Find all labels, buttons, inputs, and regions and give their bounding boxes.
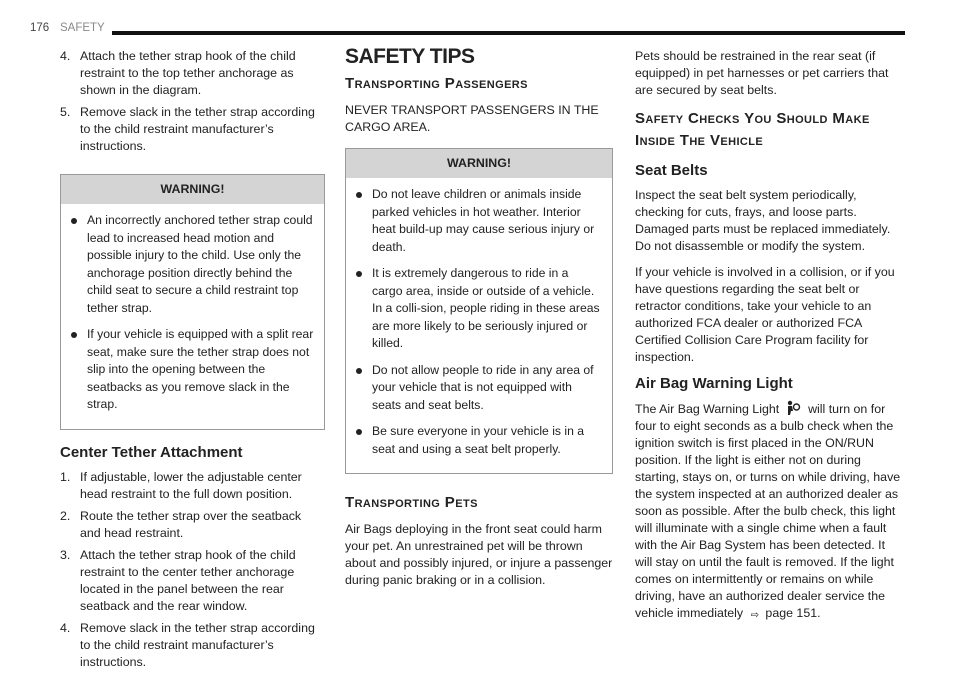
warning-item: Do not allow people to ride in any area of your vehicle that is not equipped with seats and seat belts. (356, 362, 602, 415)
paragraph: If your vehicle is involved in a collision, or if you have questions regarding the seat belt or retractor conditions, take your vehicle to an authorized FCA dealer or authorized FCA Certified Collision Care Program facility for inspection. (635, 265, 895, 364)
list-item: 4. Remove slack in the tether strap according to the child restraint manufacturer’s instructions. (60, 620, 315, 669)
page-header (30, 22, 905, 42)
column-1 (60, 48, 325, 676)
list-item: 5. Remove slack in the tether strap according to the child restraint manufacturer’s instructions. (60, 105, 315, 153)
airbag-warning-icon (785, 400, 801, 416)
page-title: SAFETY TIPS (345, 45, 475, 68)
list-item: 1. If adjustable, lower the adjustable center head restraint to the full down position. (60, 469, 302, 501)
section-heading: Transporting Pets (345, 494, 478, 511)
subsection-heading: Air Bag Warning Light (635, 375, 793, 392)
step-list-top (60, 48, 325, 155)
warning-item: Do not leave children or animals inside parked vehicles in hot weather. Interior heat build-up may cause serious injury or death. (356, 186, 602, 256)
warning-title: WARNING! (61, 175, 324, 204)
section-heading: Transporting Passengers (345, 75, 528, 92)
step-list-center (60, 469, 325, 671)
page-number: 176 (30, 22, 50, 34)
column-3 (635, 48, 905, 633)
list-item: 4. Attach the tether strap hook of the child restraint to the top tether anchorage as shown in the diagram. (60, 49, 296, 97)
warning-box (60, 174, 325, 430)
subsection-heading: Seat Belts (635, 162, 708, 179)
page-reference-icon: ⇨ (750, 610, 759, 621)
warning-item: If your vehicle is equipped with a split rear seat, make sure the tether strap does not slip into the opening between the seatbacks as you remove slack in the strap. (71, 326, 314, 414)
column-2 (345, 45, 613, 598)
paragraph: Air Bags deploying in the front seat could harm your pet. An unrestrained pet will be thrown about and possibly injured, or injure a passenger during panic braking or in a collision. (345, 522, 613, 587)
warning-item: It is extremely dangerous to ride in a cargo area, inside or outside of a vehicle. In a colli-sion, people riding in these areas are more likely to be seriously injured or killed. (356, 265, 602, 353)
paragraph: The Air Bag Warning Light will turn on for four to eight seconds as a bulb check when the ignition switch is first placed in the ON/RUN position. If the light is either not on during starting, stays on, or turns on while driving, have the system inspected at an authorized dealer as soon as possible. After the bulb check, this light will illuminate with a single chime when a fault with the Air Bag System has been detected. It will stay on until the fault is removed. If the light comes on intermittently or remains on while driving, have an authorized dealer service the vehicle immediately ⇨ page 151. (635, 400, 905, 624)
paragraph: NEVER TRANSPORT PASSENGERS IN THE CARGO AREA. (345, 103, 599, 134)
warning-item: An incorrectly anchored tether strap could lead to increased head motion and possible injury to the child. Use only the anchorage position directly behind the child seat to secure a child restraint top tether strap. (71, 212, 314, 317)
warning-title: WARNING! (346, 149, 612, 178)
header-rule (112, 31, 905, 35)
page-reference-link[interactable]: page 151. (765, 606, 821, 620)
warning-box (345, 148, 613, 474)
section-label: SAFETY (60, 22, 105, 34)
section-heading: Center Tether Attachment (60, 443, 243, 461)
paragraph: Inspect the seat belt system periodically, checking for cuts, frays, and loose parts. Damaged parts must be replaced immediately. Do not disassemble or modify the system. (635, 188, 891, 253)
list-item: 3. Attach the tether strap hook of the child restraint to the center tether anchorage located in the panel between the rear seatback and the rear window. (60, 547, 296, 613)
list-item: 2. Route the tether strap over the seatback and head restraint. (60, 508, 302, 540)
section-heading: Safety Checks You Should Make Inside The Vehicle (635, 110, 870, 149)
warning-item: Be sure everyone in your vehicle is in a seat and using a seat belt properly. (356, 423, 602, 458)
paragraph: Pets should be restrained in the rear seat (if equipped) in pet harnesses or pet carriers that are secured by seat belts. (635, 49, 889, 97)
